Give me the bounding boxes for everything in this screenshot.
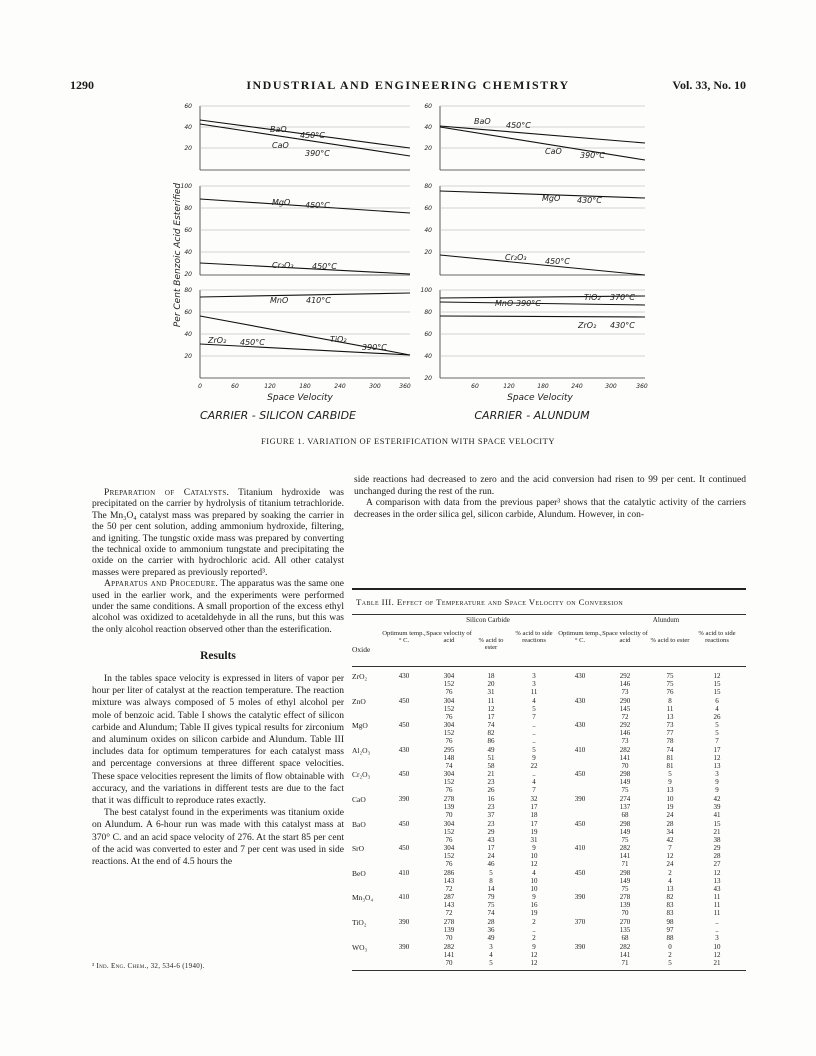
label-tio2: TiO₂ [584,293,601,302]
col-header-oxide: Oxide [352,645,371,654]
table-row [352,697,746,722]
cell-sic-t: 450 [398,770,410,779]
cell-al-sv: 292 146 73 [619,721,631,746]
right-paragraph-1: side reactions had decreased to zero and the acid conversion had risen to 99 per cent. It continued unchanged during the rest of the run. [354,475,746,497]
tick-label: 60 [184,309,192,316]
tick-label: 240 [571,383,583,390]
tick-label: 60 [471,383,479,390]
tick-label: 300 [605,383,617,390]
cell-sic-sv: 278 139 70 [443,795,455,819]
cell-sic-e: 18 20 31 [487,672,495,696]
tick-label: 120 [503,383,515,390]
carrier-label-right: CARRIER - ALUNDUM [474,409,590,422]
cell-sic-s: 9 10 12 [530,844,538,869]
x-axis-title-right: Space Velocity [507,393,573,403]
cell-oxide: ZrO₂ [352,672,368,681]
series-line-cr2o3 [200,263,410,274]
cell-al-t: 450 [574,868,586,877]
cell-sic-s: 17 19 31 [530,819,538,844]
cell-al-sv: 282 141 71 [619,942,631,967]
apparatus-lead: Apparatus and Procedure. [104,579,219,590]
label-tio2-temp: 370°C [610,293,635,302]
cell-al-t: 430 [574,672,586,680]
cell-al-e: 5 9 13 [666,770,674,795]
cell-al-s: 12 13 43 [713,868,721,893]
cell-al-s: 6 4 26 [713,696,721,721]
apparatus-body: The apparatus was the same one used in the earlier work, and the experiments were performed under the same conditions. A small proportion of the excess ethyl alcohol was oxidized to acetaldehyde in all the runs, but this was the only alcohol reaction observed other than the esterification. [92,579,344,635]
volume-info: Vol. 33, No. 10 [672,78,746,92]
cell-al-sv: 270 135 68 [619,918,631,942]
label-mgo: MgO [542,194,561,203]
cell-sic-e: 5 8 14 [487,868,495,893]
cell-al-t: 450 [574,819,586,828]
label-zro2: ZrO₂ [208,336,227,345]
cell-sic-e: 23 29 43 [487,819,495,844]
cell-sic-sv: 295 148 74 [443,745,455,770]
cell-al-e: 8 11 13 [666,696,674,721]
tick-label: 360 [399,383,411,390]
cell-al-t: 390 [574,942,586,951]
cell-al-sv: 282 141 71 [619,844,631,869]
tick-label: 180 [299,383,311,390]
cell-sic-t: 410 [398,868,410,877]
col-header-acid-side-sic: % acid to side reactions [515,630,553,644]
tick-label: 20 [424,145,432,152]
cell-sic-sv: 304 152 76 [443,844,455,869]
cell-sic-s: 9 16 19 [530,893,538,918]
label-mno-temp: 390°C [516,299,541,308]
series-line-mno [440,302,645,305]
cell-al-s: .. .. 3 [715,918,719,942]
tick-label: 80 [424,183,432,190]
cell-al-e: 82 83 83 [666,893,674,918]
col-header-acid-ester-al: % acid to ester [650,637,690,644]
cell-al-s: 17 12 13 [713,745,721,770]
cell-sic-s: 4 5 7 [532,696,536,721]
figure-caption: FIGURE 1. VARIATION OF ESTERIFICATION WITH SPACE VELOCITY [261,436,555,446]
panel-alundum-top [424,103,645,170]
right-x-axis [471,383,648,422]
tick-label: 60 [424,103,432,110]
methods-text [92,488,344,636]
cell-sic-sv: 287 143 72 [443,893,455,918]
series-line-cao [440,127,645,160]
table-row [352,746,746,771]
cell-oxide: CaO [352,795,366,804]
cell-sic-s: 4 10 10 [530,868,538,893]
tick-label: 100 [180,183,192,190]
table-row [352,844,746,869]
col-header-opt-temp-al: Optimum temp., ° C. [558,630,602,644]
label-zro2-temp: 450°C [240,338,265,347]
tick-label: 60 [424,331,432,338]
cell-al-s: 42 39 41 [713,795,721,819]
tick-label: 40 [424,227,432,234]
cell-sic-s: .. .. .. [532,721,536,746]
cell-oxide: Cr₂O₃ [352,770,371,780]
cell-al-e: 7 12 24 [666,844,674,869]
cell-al-sv: 274 137 68 [619,795,631,819]
label-cr2o3: Cr₂O₃ [505,253,527,262]
cell-sic-s: .. 4 7 [532,770,536,795]
table-row [352,943,746,968]
cell-al-s: 15 21 38 [713,819,721,844]
cell-al-t: 390 [574,795,586,803]
cell-oxide: BeO [352,868,366,878]
cell-sic-sv: 304 152 76 [443,721,455,746]
series-line-bao [440,126,645,143]
cell-sic-t: 430 [398,745,410,754]
table-row [352,820,746,845]
figure-1 [0,0,816,450]
table-rule-bottom [352,970,746,971]
prep-body: Titanium hydroxide was precipitated on the carrier by hydrolysis of titanium tetrachloride. The Mn₃O₄ catalyst mass was prepared by soaking the carrier in the 50 per cent solution, adding ammonium hydroxide, filtering, and igniting. The tungstic oxide mass was prepared by converting the technical oxide to ammonium tungstate and precipitating the oxide on the carrier with hydrochloric acid. All other catalyst masses were prepared as previously reported³. [92,488,344,578]
label-mno-temp: 410°C [306,296,331,305]
col-header-space-velocity-al: Space velocity of acid [602,630,648,644]
prep-lead: Preparation of Catalysts. [104,488,230,498]
cell-sic-e: 21 23 26 [487,770,495,795]
cell-oxide: MgO [352,721,368,731]
cell-sic-sv: 278 139 70 [443,918,455,942]
cell-sic-e: 74 82 86 [487,721,495,746]
table-header [352,616,746,668]
cell-oxide: Mn₃O₄ [352,893,374,903]
cell-sic-s: 5 9 22 [530,745,538,770]
cell-al-sv: 290 145 72 [619,696,631,721]
panel-sic-middle [181,183,410,278]
label-mgo: MgO [272,198,291,207]
cell-sic-t: 390 [398,795,410,803]
cell-al-t: 370 [574,918,586,926]
tick-label: 80 [184,205,192,212]
cell-al-sv: 278 139 70 [619,893,631,918]
col-header-space-velocity-sic: Space velocity of acid [426,630,472,644]
tick-label: 40 [424,124,432,131]
series-line-zro2 [440,316,645,317]
cell-sic-s: 2 .. 2 [532,918,536,942]
journal-title: INDUSTRIAL AND ENGINEERING CHEMISTRY [246,78,570,92]
cell-sic-t: 410 [398,893,410,902]
cell-al-e: 74 81 81 [666,745,674,770]
cell-sic-sv: 304 152 76 [443,819,455,844]
cell-sic-sv: 304 152 76 [443,696,455,721]
label-cr2o3-temp: 450°C [312,262,337,271]
col-header-acid-side-al: % acid to side reactions [698,630,736,644]
table-rule [352,666,746,667]
tick-label: 20 [184,353,192,360]
cell-al-s: 10 12 21 [713,942,721,967]
cell-sic-e: 3 4 5 [489,942,493,967]
cell-oxide: Al₂O₃ [352,745,371,755]
label-cao: CaO [545,147,562,156]
cell-al-s: 3 9 9 [715,770,719,795]
cell-al-t: 450 [574,770,586,779]
cell-sic-sv: 304 152 76 [443,672,455,696]
cell-al-e: 28 34 42 [666,819,674,844]
table-body [352,672,746,968]
tick-label: 20 [424,249,432,256]
tick-label: 20 [184,271,192,278]
cell-sic-t: 450 [398,721,410,730]
table-row [352,721,746,746]
cell-sic-t: 430 [398,672,410,680]
cell-al-e: 0 2 5 [668,942,672,967]
cell-sic-sv: 304 152 76 [443,770,455,795]
cell-al-s: 5 5 7 [715,721,719,746]
footnote: ³ Ind. Eng. Chem., 32, 534-6 (1940). [92,962,205,970]
right-column-text [354,475,746,521]
tick-label: 100 [420,287,432,294]
tick-label: 60 [424,205,432,212]
tick-label: 20 [424,375,432,382]
tick-label: 40 [184,249,192,256]
tick-label: 80 [184,287,192,294]
label-cao-temp: 390°C [305,149,330,158]
tick-label: 300 [369,383,381,390]
series-line-mno [200,293,410,297]
label-mno: MnO [270,296,289,305]
table-title: Table III. Effect of Temperature and Space Velocity on Conversion [356,597,624,607]
tick-label: 360 [636,383,648,390]
cell-al-s: 11 11 11 [713,893,721,918]
label-bao-temp: 450°C [300,131,325,140]
results-text [92,673,344,868]
label-zro2: ZrO₂ [578,321,597,330]
tick-label: 40 [184,331,192,338]
label-bao: BaO [474,117,491,126]
col-header-opt-temp-sic: Optimum temp., ° C. [382,630,426,644]
cell-al-sv: 298 149 75 [619,868,631,893]
carrier-label-left: CARRIER - SILICON CARBIDE [199,409,357,422]
cell-al-e: 10 19 24 [666,795,674,819]
results-paragraph-1: In the tables space velocity is expressed in liters of vapor per hour per liter of catalyst at the reaction temperature. The reaction mixture was always composed of 5 moles of ethyl alcohol per mole of benzoic acid. Table I shows the catalytic effect of silicon carbide and Alundum; Table II gives typical results for zirconium and aluminum oxides on silicon carbide and Alundum. Table III includes data for optimum temperatures for each catalyst mass and percentage conversions at three different space velocities. These space velocities represent the limits of flow obtainable with accuracy, and the variations in different tests are due to the fact that it was difficult to reproduce rates exactly. [92,674,344,807]
tick-label: 60 [184,227,192,234]
cell-al-sv: 292 146 73 [619,672,631,696]
group-header-silicon-carbide: Silicon Carbide [466,616,510,624]
label-tio2-temp: 390°C [362,343,387,352]
tick-label: 60 [184,103,192,110]
cell-al-e: 75 75 76 [666,672,674,696]
cell-sic-e: 79 75 74 [487,893,495,918]
cell-al-sv: 282 141 70 [619,745,631,770]
cell-al-e: 98 97 88 [666,918,674,942]
table-row [352,869,746,894]
label-cao: CaO [272,141,289,150]
cell-al-t: 390 [574,893,586,902]
table-row [352,672,746,697]
cell-al-t: 430 [574,721,586,730]
label-cr2o3-temp: 450°C [545,257,570,266]
label-cao-temp: 390°C [580,151,605,160]
cell-sic-t: 450 [398,819,410,828]
col-header-acid-ester-sic: % acid to ester [478,637,504,651]
tick-label: 0 [198,383,202,390]
cell-sic-t: 450 [398,844,410,853]
label-mgo-temp: 450°C [305,201,330,210]
label-mgo-temp: 430°C [577,196,602,205]
cell-al-sv: 298 149 75 [619,770,631,795]
y-axis-title: Per Cent Benzoic Acid Esterified [173,182,183,328]
cell-sic-t: 450 [398,696,410,705]
cell-al-t: 410 [574,844,586,853]
cell-oxide: SrO [352,844,365,854]
cell-sic-e: 28 36 49 [487,918,495,942]
cell-al-e: 2 4 13 [666,868,674,893]
tick-label: 120 [264,383,276,390]
label-bao-temp: 450°C [506,121,531,130]
cell-sic-e: 11 12 17 [487,696,495,721]
cell-al-e: 73 77 78 [666,721,674,746]
cell-sic-s: 32 17 18 [530,795,538,819]
cell-sic-t: 390 [398,942,410,951]
label-bao: BaO [270,125,287,134]
left-x-axis [198,383,411,422]
series-line-cr2o3 [440,255,645,275]
label-zro2-temp: 430°C [610,321,635,330]
tick-label: 40 [184,124,192,131]
page-number: 1290 [70,78,94,92]
group-header-alundum: Alundum [652,616,680,624]
results-heading: Results [200,650,236,662]
cell-sic-s: 9 12 12 [530,942,538,967]
cell-oxide: WO₃ [352,942,368,952]
panel-alundum-middle [424,183,645,275]
tick-label: 20 [184,145,192,152]
tick-label: 80 [424,309,432,316]
x-axis-title-left: Space Velocity [267,393,333,403]
cell-sic-sv: 282 141 70 [443,942,455,967]
cell-al-t: 410 [574,745,586,754]
table-row [352,918,746,943]
label-cr2o3: Cr₂O₃ [272,261,294,270]
cell-sic-e: 49 51 58 [487,745,495,770]
tick-label: 40 [424,353,432,360]
panel-sic-top [184,103,410,170]
cell-sic-t: 390 [398,918,410,926]
cell-sic-e: 17 24 46 [487,844,495,869]
cell-sic-sv: 286 143 72 [443,868,455,893]
panel-alundum-bottom [421,287,645,382]
panel-sic-bottom [184,287,410,378]
table-row [352,893,746,918]
cell-oxide: TiO₂ [352,918,367,927]
tick-label: 240 [334,383,346,390]
right-paragraph-2: A comparison with data from the previous paper³ shows that the catalytic activity of the carriers decreases in the order silica gel, silicon carbide, Alundum. However, in con- [354,498,746,520]
table-row [352,795,746,820]
cell-oxide: BaO [352,819,366,829]
table-rule [352,614,746,615]
cell-al-s: 12 15 15 [713,672,721,696]
cell-al-sv: 298 149 75 [619,819,631,844]
cell-sic-e: 16 23 37 [487,795,495,819]
cell-oxide: ZnO [352,696,366,706]
cell-sic-s: 3 3 11 [530,672,538,696]
cell-al-s: 29 28 27 [713,844,721,869]
cell-al-t: 430 [574,696,586,705]
label-mno: MnO [495,299,514,308]
label-tio2: TiO₂ [330,335,347,344]
table-row [352,770,746,795]
results-paragraph-2: The best catalyst found in the experiments was titanium oxide on Alundum. A 6-hour run was made with this catalyst mass at 370° C. and an acid space velocity of 276. At the start 85 per cent of the acid was converted to ester and 7 per cent was used in side reactions. At the end of 4.5 hours the [92,808,344,868]
tick-label: 60 [231,383,239,390]
table-rule-top [352,588,746,590]
tick-label: 180 [537,383,549,390]
